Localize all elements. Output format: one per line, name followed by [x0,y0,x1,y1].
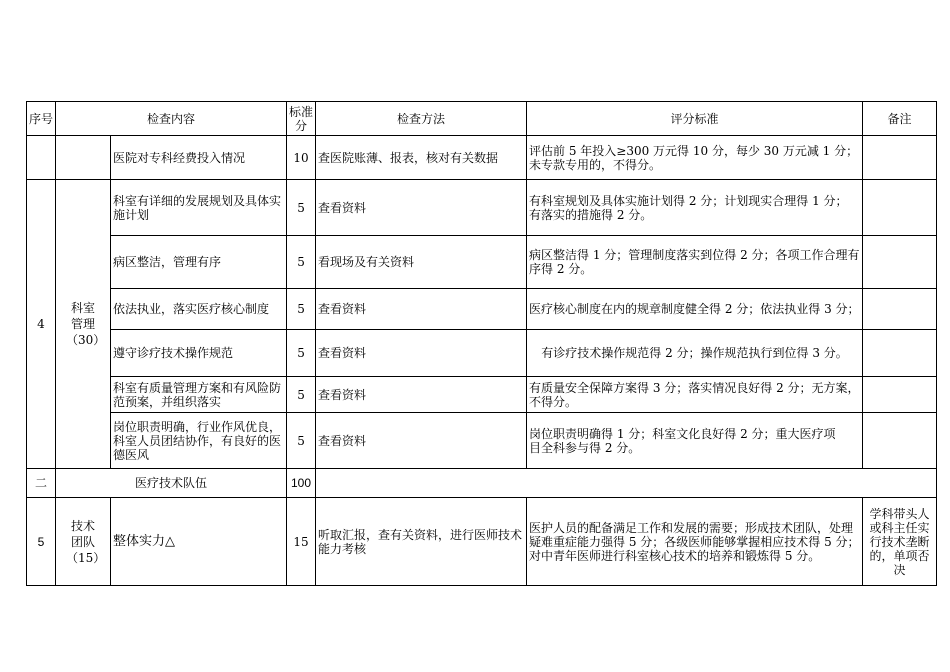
score-cell: 5 [287,289,316,330]
note-cell [863,236,937,289]
criteria-cell: 有质量安全保障方案得 3 分；落实情况良好得 2 分；无方案，不得分。 [527,377,863,413]
score-cell: 15 [287,498,316,586]
header-row [27,102,937,136]
method-cell: 查看资料 [316,180,527,236]
table-row [27,289,937,330]
section-seq: 二 [27,469,56,498]
note-cell [863,289,937,330]
note-cell [863,180,937,236]
method-cell: 查看资料 [316,377,527,413]
item-cell: 依法执业，落实医疗核心制度 [111,289,287,330]
table-row [27,136,937,180]
table-row [27,236,937,289]
criteria-cell: 评估前 5 年投入≥300 万元得 10 分，每少 30 万元减 1 分；未专款专用的，不得分。 [527,136,863,180]
table-row [27,180,937,236]
criteria-cell: 病区整洁得 1 分；管理制度落实到位得 2 分；各项工作合理有序得 2 分。 [527,236,863,289]
method-cell: 听取汇报，查有关资料，进行医师技术能力考核 [316,498,527,586]
evaluation-table [26,101,937,586]
note-cell [863,136,937,180]
score-cell: 5 [287,180,316,236]
category-cell [56,136,111,180]
method-cell: 看现场及有关资料 [316,236,527,289]
category-cell: 技术团队（15） [56,498,111,586]
item-cell: 科室有详细的发展规划及具体实施计划 [111,180,287,236]
header-seq: 序号 [27,102,56,136]
header-content: 检查内容 [56,102,287,136]
item-cell: 岗位职责明确，行业作风优良，科室人员团结协作，有良好的医德医风 [111,413,287,469]
table-row [27,413,937,469]
table-row [27,377,937,413]
method-cell: 查看资料 [316,413,527,469]
score-cell: 5 [287,330,316,377]
method-cell: 查看资料 [316,289,527,330]
criteria-cell: 有科室规划及具体实施计划得 2 分；计划现实合理得 1 分； 有落实的措施得 2 分。 [527,180,863,236]
item-cell: 遵守诊疗技术操作规范 [111,330,287,377]
score-cell: 5 [287,413,316,469]
note-cell [863,330,937,377]
section-title: 医疗技术队伍 [56,469,287,498]
criteria-cell: 医疗核心制度在内的规章制度健全得 2 分；依法执业得 3 分； [527,289,863,330]
criteria-cell: 医护人员的配备满足工作和发展的需要；形成技术团队，处理疑难重症能力强得 5 分；各级医师能够掌握相应技术得 5 分；对中青年医师进行科室核心技术的培养和锻炼得 5 分。 [527,498,863,586]
note-cell [863,413,937,469]
header-criteria: 评分标准 [527,102,863,136]
item-cell: 病区整洁，管理有序 [111,236,287,289]
score-cell: 10 [287,136,316,180]
table-row [27,330,937,377]
table-row [27,498,937,586]
score-cell: 5 [287,236,316,289]
seq-cell [27,136,56,180]
header-method: 检查方法 [316,102,527,136]
method-cell: 查看资料 [316,330,527,377]
category-cell: 科室管理（30） [56,180,111,469]
criteria-cell: 有诊疗技术操作规范得 2 分；操作规范执行到位得 3 分。 [527,330,863,377]
header-score: 标准分 [287,102,316,136]
note-cell: 学科带头人或科主任实行技术垄断的，单项否决 [863,498,937,586]
section-empty [316,469,937,498]
method-cell: 查医院账薄、报表，核对有关数据 [316,136,527,180]
item-cell: 医院对专科经费投入情况 [111,136,287,180]
item-cell: 整体实力△ [111,498,287,586]
seq-cell: 5 [27,498,56,586]
section-row [27,469,937,498]
item-cell: 科室有质量管理方案和有风险防范预案，并组织落实 [111,377,287,413]
note-cell [863,377,937,413]
criteria-cell: 岗位职责明确得 1 分；科室文化良好得 2 分；重大医疗项 目全科参与得 2 分。 [527,413,863,469]
score-cell: 5 [287,377,316,413]
section-score: 100 [287,469,316,498]
header-note: 备注 [863,102,937,136]
seq-cell: 4 [27,180,56,469]
